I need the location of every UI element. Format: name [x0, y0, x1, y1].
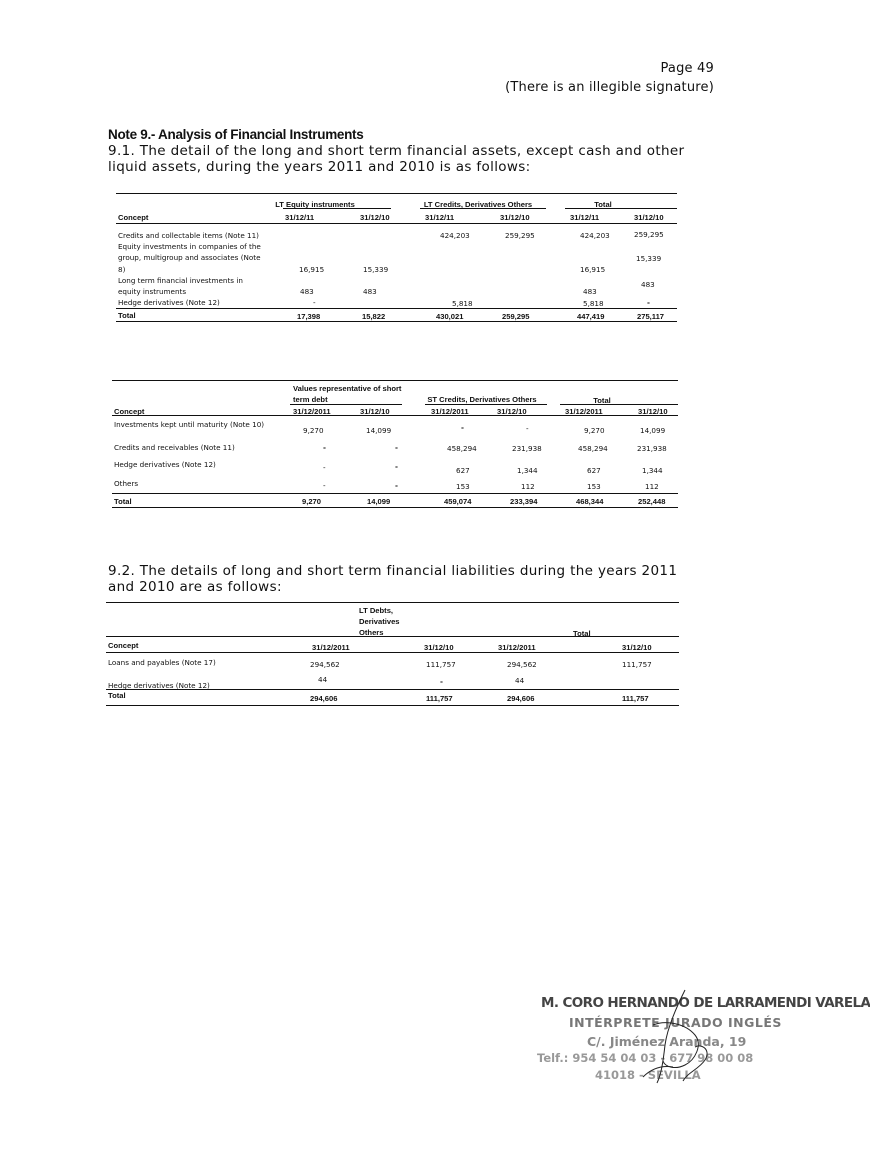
table-cell: -: [323, 443, 326, 452]
group-header: Total: [594, 200, 612, 209]
total-cell: 111,757: [622, 694, 649, 703]
table-rule: [112, 493, 678, 494]
stamp-title: INTÉRPRETE JURADO INGLÉS: [569, 1015, 782, 1030]
row-label: Equity investments in companies of the: [118, 242, 261, 251]
table-cell: 153: [456, 482, 470, 491]
total-label: Total: [114, 497, 132, 506]
total-cell: 447,419: [577, 312, 605, 321]
paragraph-9-1: 9.1. The detail of the long and short term financial assets, except cash and other liquid assets, during the years 2011 and 2010 is as follows:: [108, 143, 685, 175]
note-title: Note 9.- Analysis of Financial Instruments: [108, 127, 364, 142]
table-cell: 9,270: [584, 426, 605, 435]
table-cell: -: [440, 677, 443, 686]
table-cell: 14,099: [640, 426, 666, 435]
paragraph-9-2: 9.2. The details of long and short term financial liabilities during the years 2011 and 2010 are as follows:: [108, 563, 678, 595]
table-rule: [106, 652, 679, 653]
total-cell: 14,099: [367, 497, 391, 506]
table-cell: 5,818: [583, 299, 604, 308]
table-rule: [106, 705, 679, 706]
row-label: Loans and payables (Note 17): [108, 658, 216, 667]
row-label: Long term financial investments in: [118, 276, 243, 285]
table-cell: 231,938: [637, 444, 667, 453]
date-header: 31/12/10: [360, 407, 390, 416]
date-header: 31/12/11: [285, 213, 315, 222]
stamp-address: C/. Jiménez Aranda, 19: [587, 1034, 747, 1049]
table-cell: 44: [318, 675, 328, 684]
table-cell: 16,915: [299, 265, 325, 274]
date-header: 31/12/2011: [293, 407, 331, 416]
date-header: 31/12/10: [634, 213, 664, 222]
table-cell: 231,938: [512, 444, 542, 453]
concept-header: Concept: [114, 407, 145, 416]
total-cell: 233,394: [510, 497, 538, 506]
row-label: Hedge derivatives (Note 12): [114, 460, 216, 469]
total-label: Total: [118, 311, 136, 320]
row-label: group, multigroup and associates (Note: [118, 253, 261, 262]
table-cell: 44: [515, 676, 525, 685]
table-cell: 1,344: [517, 466, 538, 475]
table-cell: 424,203: [580, 231, 610, 240]
group-header: Derivatives: [359, 617, 400, 626]
date-header: 31/12/10: [424, 643, 454, 652]
table-rule: [112, 380, 678, 381]
table-cell: -: [647, 298, 650, 307]
total-cell: 275,117: [637, 312, 665, 321]
table-rule: [116, 321, 677, 322]
table-cell: -: [323, 481, 326, 490]
concept-header: Concept: [108, 641, 139, 650]
group-rule: [420, 208, 546, 209]
page-number: Page 49: [660, 61, 714, 76]
table-cell: 627: [456, 466, 470, 475]
row-label: 8): [118, 265, 126, 274]
table-cell: -: [395, 443, 398, 452]
table-rule: [112, 415, 678, 416]
table-cell: -: [395, 462, 398, 471]
date-header: 31/12/11: [425, 213, 455, 222]
table-cell: 259,295: [634, 230, 664, 239]
table-rule: [116, 223, 677, 224]
date-header: 31/12/2011: [498, 643, 536, 652]
total-cell: 15,822: [362, 312, 386, 321]
group-header: LT Debts,: [359, 606, 394, 615]
group-header: LT Credits, Derivatives Others: [423, 200, 533, 209]
total-cell: 259,295: [502, 312, 530, 321]
date-header: 31/12/2011: [565, 407, 603, 416]
date-header: 31/12/2011: [312, 643, 350, 652]
table-cell: -: [313, 298, 316, 307]
group-header: Total: [593, 396, 611, 405]
total-cell: 459,074: [444, 497, 472, 506]
table-cell: 15,339: [636, 254, 662, 263]
total-cell: 111,757: [426, 694, 453, 703]
total-cell: 294,606: [310, 694, 338, 703]
date-header: 31/12/2011: [431, 407, 469, 416]
row-label: Others: [114, 479, 139, 488]
total-label: Total: [108, 691, 126, 700]
table-cell: 5,818: [452, 299, 473, 308]
group-header: term debt: [293, 395, 328, 404]
table-cell: 483: [583, 287, 597, 296]
group-header: ST Credits, Derivatives Others: [427, 395, 537, 404]
table-cell: 14,099: [366, 426, 392, 435]
date-header: 31/12/10: [500, 213, 530, 222]
table-cell: 458,294: [578, 444, 608, 453]
table-rule: [106, 689, 679, 690]
table-cell: 111,757: [622, 660, 652, 669]
table-cell: 483: [641, 280, 655, 289]
date-header: 31/12/10: [622, 643, 652, 652]
table-rule: [112, 507, 678, 508]
total-cell: 468,344: [576, 497, 604, 506]
table-rule: [106, 636, 679, 637]
table-cell: -: [526, 424, 529, 433]
signature-note: (There is an illegible signature): [505, 80, 714, 95]
row-label: Investments kept until maturity (Note 10): [114, 420, 265, 429]
table-cell: 111,757: [426, 660, 456, 669]
table-cell: 1,344: [642, 466, 663, 475]
table-rule: [116, 193, 677, 194]
stamp-phone: Telf.: 954 54 04 03 - 677 98 00 08: [537, 1051, 754, 1065]
table-cell: 259,295: [505, 231, 535, 240]
row-label: equity instruments: [118, 287, 187, 296]
table-cell: -: [461, 423, 464, 432]
group-rule: [565, 208, 677, 209]
total-cell: 430,021: [436, 312, 464, 321]
table-cell: 483: [300, 287, 314, 296]
concept-header: Concept: [118, 213, 149, 222]
date-header: 31/12/11: [570, 213, 600, 222]
group-header: Others: [359, 628, 384, 637]
row-label: Credits and collectable items (Note 11): [118, 231, 259, 240]
translator-stamp: [535, 985, 870, 1085]
date-header: 31/12/10: [638, 407, 668, 416]
group-rule: [425, 404, 547, 405]
total-cell: 252,448: [638, 497, 666, 506]
group-rule: [290, 404, 402, 405]
table-cell: 112: [645, 482, 659, 491]
group-rule: [560, 404, 678, 405]
table-rule: [116, 308, 677, 309]
row-label: Credits and receivables (Note 11): [114, 443, 235, 452]
group-rule: [283, 208, 391, 209]
total-cell: 17,398: [297, 312, 321, 321]
group-header: LT Equity instruments: [275, 200, 355, 209]
table-cell: 15,339: [363, 265, 389, 274]
table-cell: 483: [363, 287, 377, 296]
table-cell: 294,562: [507, 660, 537, 669]
table-cell: 9,270: [303, 426, 324, 435]
handwritten-signature: [535, 985, 775, 1085]
table-cell: 458,294: [447, 444, 477, 453]
table-cell: 627: [587, 466, 601, 475]
table-cell: 112: [521, 482, 535, 491]
stamp-city: 41018 - SEVILLA: [595, 1068, 701, 1082]
total-cell: 294,606: [507, 694, 535, 703]
date-header: 31/12/10: [497, 407, 527, 416]
row-label: Hedge derivatives (Note 12): [108, 681, 210, 690]
table-cell: 16,915: [580, 265, 606, 274]
group-header: Values representative of short: [293, 384, 402, 393]
stamp-name: M. CORO HERNANDO DE LARRAMENDI VARELA: [541, 995, 870, 1011]
row-label: Hedge derivatives (Note 12): [118, 298, 220, 307]
table-cell: 294,562: [310, 660, 340, 669]
table-cell: -: [323, 463, 326, 472]
table-cell: 424,203: [440, 231, 470, 240]
date-header: 31/12/10: [360, 213, 390, 222]
total-cell: 9,270: [302, 497, 322, 506]
group-header: Total: [573, 629, 591, 638]
table-rule: [106, 602, 679, 603]
table-cell: 153: [587, 482, 601, 491]
table-cell: -: [395, 481, 398, 490]
